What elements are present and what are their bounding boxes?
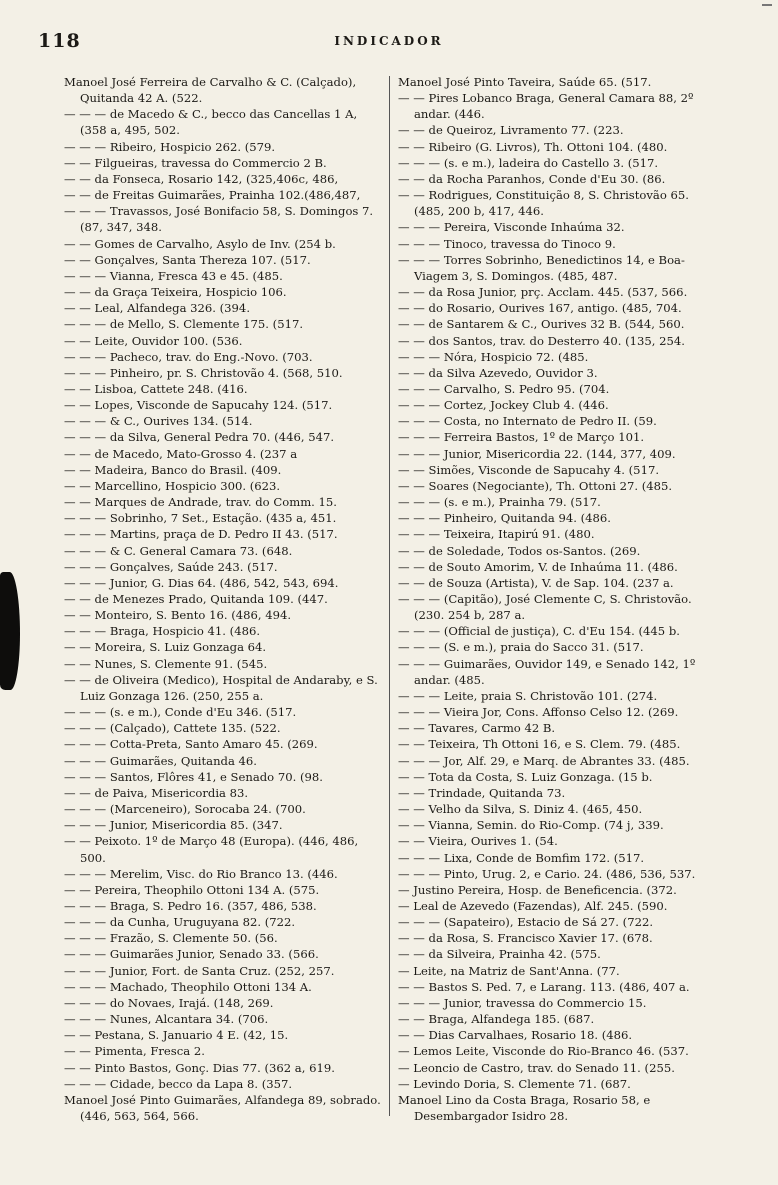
directory-entry: — — — Braga, S. Pedro 16. (357, 486, 538. <box>64 898 317 913</box>
directory-entry: — — Teixeira, Th Ottoni 16, e S. Clem. 79. (485. <box>398 737 681 752</box>
directory-entry: Manoel Lino da Costa Braga, Rosario 58, e Desembargador Isidro 28. <box>398 1092 651 1123</box>
directory-entry: — — Velho da Silva, S. Diniz 4. (465, 450. <box>398 802 643 817</box>
directory-entry: — — — Lixa, Conde de Bomfim 172. (517. <box>398 850 645 865</box>
directory-entry: — — — Pinheiro, Quitanda 94. (486. <box>398 511 611 526</box>
directory-entry: — Leite, na Matriz de Sant'Anna. (77. <box>398 963 620 978</box>
directory-entry: — — — Junior, Misericordia 22. (144, 377, 409. <box>398 446 676 461</box>
directory-entry: — — Ribeiro (G. Livros), Th. Ottoni 104. (480. <box>398 139 668 154</box>
directory-entry: — — — do Novaes, Irajá. (148, 269. <box>64 995 274 1010</box>
directory-entry: — — Pinto Bastos, Gonç. Dias 77. (362 a, 619. <box>64 1060 335 1075</box>
directory-entry: — — — Nunes, Alcantara 34. (706. <box>64 1012 269 1027</box>
directory-entry: — — — Braga, Hospicio 41. (486. <box>64 624 261 639</box>
directory-entry: — — Lisboa, Cattete 248. (416. <box>64 381 248 396</box>
column-divider <box>389 76 390 1116</box>
directory-entry: — Lemos Leite, Visconde do Rio-Branco 46. (537. <box>398 1044 689 1059</box>
directory-entry: — — — Costa, no Internato de Pedro II. (59. <box>398 414 657 429</box>
left-column <box>64 74 382 1134</box>
directory-entry: — — — Pinheiro, pr. S. Christovão 4. (568, 510. <box>64 365 343 380</box>
directory-entry: — — — Jor, Alf. 29, e Marq. de Abrantes 33. (485. <box>398 753 690 768</box>
directory-entry: — — — Vianna, Fresca 43 e 45. (485. <box>64 268 283 283</box>
directory-entry: — — — (Marceneiro), Sorocaba 24. (700. <box>64 802 306 817</box>
directory-entry: — — de Macedo, Mato-Grosso 4. (237 a <box>64 446 298 461</box>
directory-entry: — — — de Macedo & C., becco das Cancellas 1 A, (358 a, 495, 502. <box>64 107 358 138</box>
directory-entry: — — — Santos, Flôres 41, e Senado 70. (98. <box>64 769 323 784</box>
directory-entry: — — — Ribeiro, Hospicio 262. (579. <box>64 139 276 154</box>
directory-entry: — — — (s. e m.), Conde d'Eu 346. (517. <box>64 705 297 720</box>
directory-entry: — — — Nóra, Hospicio 72. (485. <box>398 349 589 364</box>
directory-entry: — — — da Cunha, Uruguyana 82. (722. <box>64 915 296 930</box>
directory-entry: — — — (S. e m.), praia do Sacco 31. (517. <box>398 640 644 655</box>
directory-entry: — — de Menezes Prado, Quitanda 109. (447. <box>64 592 328 606</box>
directory-entry: — — — & C. General Camara 73. (648. <box>64 543 293 558</box>
directory-entry: — — Dias Carvalhaes, Rosario 18. (486. <box>398 1028 633 1043</box>
directory-entry: — — Madeira, Banco do Brasil. (409. <box>64 462 282 477</box>
directory-entry: Manoel José Pinto Taveira, Saúde 65. (517. <box>398 75 652 89</box>
directory-entry: — — — Gonçalves, Saúde 243. (517. <box>64 559 278 574</box>
directory-entry: — — do Rosario, Ourives 167, antigo. (485, 704. <box>398 301 682 316</box>
directory-entry: — — Braga, Alfandega 185. (687. <box>398 1012 595 1027</box>
directory-entry: — — — Cidade, becco da Lapa 8. (357. <box>64 1076 293 1091</box>
directory-entry: — — de Souto Amorim, V. de Inhaúma 11. (486. <box>398 559 678 574</box>
directory-entry: — — Vieira, Ourives 1. (54. <box>398 834 558 849</box>
directory-entry: — — da Silva Azevedo, Ouvidor 3. <box>398 365 598 380</box>
directory-entry: — — Pires Lobanco Braga, General Camara 88, 2º andar. (446. <box>398 91 694 122</box>
directory-entry: — — de Freitas Guimarães, Prainha 102.(486,487, <box>64 188 361 203</box>
directory-entry: — — da Rocha Paranhos, Conde d'Eu 30. (86. <box>398 171 666 186</box>
right-column <box>398 74 716 1134</box>
directory-entry: — — — Pinto, Urug. 2, e Cario. 24. (486, 536, 537. <box>398 866 696 881</box>
directory-entry: — — Soares (Negociante), Th. Ottoni 27. (485. <box>398 478 673 493</box>
directory-entry: — — — Sobrinho, 7 Set., Estação. (435 a, 451. <box>64 511 337 526</box>
directory-entry: — — — Carvalho, S. Pedro 95. (704. <box>398 381 610 396</box>
directory-entry: — Leoncio de Castro, trav. do Senado 11. (255. <box>398 1060 675 1075</box>
directory-entry: — — — Guimarães, Ouvidor 149, e Senado 142, 1º andar. (485. <box>398 656 696 687</box>
directory-entry: — — — Ferreira Bastos, 1º de Março 101. <box>398 430 645 445</box>
directory-entry: — — — Junior, Fort. de Santa Cruz. (252, 257. <box>64 963 335 978</box>
directory-entry: — — Nunes, S. Clemente 91. (545. <box>64 656 268 671</box>
directory-entry: — — — Torres Sobrinho, Benedictinos 14, e Boa-Viagem 3, S. Domingos. (485, 487. <box>398 252 685 283</box>
directory-entry: — — Trindade, Quitanda 73. <box>398 785 566 800</box>
directory-entry: — — — Junior, Misericordia 85. (347. <box>64 818 283 833</box>
directory-entry: — — dos Santos, trav. do Desterro 40. (135, 254. <box>398 333 685 348</box>
directory-entry: — — Tota da Costa, S. Luiz Gonzaga. (15 b. <box>398 769 653 784</box>
directory-entry: — Justino Pereira, Hosp. de Beneficencia. (372. <box>398 882 677 897</box>
directory-entry: — — Peixoto. 1º de Março 48 (Europa). (446, 486, 500. <box>64 834 359 865</box>
directory-entry: Manoel José Pinto Guimarães, Alfandega 89, sobrado. (446, 563, 564, 566. <box>64 1092 381 1123</box>
directory-entry: — — Lopes, Visconde de Sapucahy 124. (517. <box>64 398 333 413</box>
page-header <box>0 26 778 56</box>
directory-entry: — — Leite, Ouvidor 100. (536. <box>64 333 243 348</box>
directory-entry: — — — (s. e m.), Prainha 79. (517. <box>398 495 601 510</box>
directory-entry: — — Bastos S. Ped. 7, e Larang. 113. (486, 407 a. <box>398 979 690 994</box>
directory-entry: — — Simões, Visconde de Sapucahy 4. (517. <box>398 462 660 477</box>
directory-entry: — — Gomes de Carvalho, Asylo de Inv. (254 b. <box>64 236 336 251</box>
directory-entry: — — — (s. e m.), ladeira do Castello 3. (517. <box>398 155 659 170</box>
directory-entry: — — — Pacheco, trav. do Eng.-Novo. (703. <box>64 349 313 364</box>
directory-entry: — — Pimenta, Fresca 2. <box>64 1044 205 1059</box>
directory-entry: — — — Junior, travessa do Commercio 15. <box>398 995 647 1010</box>
directory-entry: — — Leal, Alfandega 326. (394. <box>64 301 250 316</box>
directory-entry: — — — Junior, G. Dias 64. (486, 542, 543, 694. <box>64 575 339 590</box>
directory-entry: — — Gonçalves, Santa Thereza 107. (517. <box>64 252 311 267</box>
directory-entry: — — Filgueiras, travessa do Commercio 2 B. <box>64 155 327 170</box>
directory-entry: — — — Leite, praia S. Christovão 101. (274. <box>398 688 658 703</box>
directory-entry: — — — Martins, praça de D. Pedro II 43. (517. <box>64 527 338 542</box>
directory-entry: — — Moreira, S. Luiz Gonzaga 64. <box>64 640 267 655</box>
directory-entry: — — da Silveira, Prainha 42. (575. <box>398 947 601 962</box>
directory-entry: — — — (Official de justiça), C. d'Eu 154. (445 b. <box>398 624 680 639</box>
directory-entry: — — Rodrigues, Constituição 8, S. Christovão 65. (485, 200 b, 417, 446. <box>398 188 689 219</box>
directory-entry: — — — (Capitão), José Clemente C, S. Christovão. (230. 254 b, 287 a. <box>398 592 692 623</box>
directory-entry: — — de Soledade, Todos os-Santos. (269. <box>398 543 641 558</box>
directory-entry: — — — Pereira, Visconde Inhaúma 32. <box>398 220 625 235</box>
directory-entry: — — Marcellino, Hospicio 300. (623. <box>64 478 281 493</box>
directory-entry: — — de Santarem & C., Ourives 32 B. (544, 560. <box>398 317 685 332</box>
directory-entry: — — — Machado, Theophilo Ottoni 134 A. <box>64 979 312 994</box>
directory-entry: — — Tavares, Carmo 42 B. <box>398 721 556 736</box>
directory-entry: — — da Rosa, S. Francisco Xavier 17. (678. <box>398 931 653 946</box>
directory-entry: — — — (Sapateiro), Estacio de Sá 27. (722. <box>398 915 654 930</box>
directory-entry: — — — Cortez, Jockey Club 4. (446. <box>398 398 609 413</box>
directory-entry: — — Pestana, S. Januario 4 E. (42, 15. <box>64 1028 289 1043</box>
directory-entry: — — — Guimarães Junior, Senado 33. (566. <box>64 947 319 962</box>
directory-entry: — — — de Mello, S. Clemente 175. (517. <box>64 317 304 332</box>
directory-entry: — — — (Calçado), Cattete 135. (522. <box>64 721 281 736</box>
directory-entry: — — — Cotta-Preta, Santo Amaro 45. (269. <box>64 737 318 752</box>
directory-entry: — — — Guimarães, Quitanda 46. <box>64 753 257 768</box>
directory-entry: — — da Fonseca, Rosario 142, (325,406c, 486, <box>64 171 339 186</box>
directory-entry: — — — da Silva, General Pedra 70. (446, 547. <box>64 430 335 445</box>
directory-entry: — — — Tinoco, travessa do Tinoco 9. <box>398 236 616 251</box>
ink-blot <box>0 572 20 690</box>
directory-entry: — — da Graça Teixeira, Hospicio 106. <box>64 285 287 300</box>
directory-entry: — — de Souza (Artista), V. de Sap. 104. (237 a. <box>398 575 674 590</box>
directory-entry: — — de Paiva, Misericordia 83. <box>64 785 249 800</box>
directory-entry: — — Marques de Andrade, trav. do Comm. 15. <box>64 495 337 510</box>
directory-entry: — — — Vieira Jor, Cons. Affonso Celso 12. (269. <box>398 705 679 720</box>
directory-entry: — — da Rosa Junior, prç. Acclam. 445. (537, 566. <box>398 285 688 300</box>
directory-entry: — — Monteiro, S. Bento 16. (486, 494. <box>64 608 292 623</box>
directory-entry: — — — Travassos, José Bonifacio 58, S. Domingos 7. (87, 347, 348. <box>64 204 374 235</box>
page-number: 118 <box>38 30 81 52</box>
directory-entry: — — de Oliveira (Medico), Hospital de Andaraby, e S. Luiz Gonzaga 126. (250, 255 a. <box>64 672 378 703</box>
directory-entry: — — — Teixeira, Itapirú 91. (480. <box>398 527 595 542</box>
directory-entry: — — — & C., Ourives 134. (514. <box>64 414 253 429</box>
directory-entry: — Levindo Doria, S. Clemente 71. (687. <box>398 1076 631 1091</box>
directory-entry: — — de Queiroz, Livramento 77. (223. <box>398 123 624 138</box>
directory-entry: — — — Merelim, Visc. do Rio Branco 13. (446. <box>64 866 338 881</box>
directory-entry: Manoel José Ferreira de Carvalho & C. (Calçado), Quitanda 42 A. (522. <box>64 75 357 106</box>
directory-entry: — Leal de Azevedo (Fazendas), Alf. 245. (590. <box>398 898 668 913</box>
running-head: INDICADOR <box>334 34 444 48</box>
directory-entry: — — Vianna, Semin. do Rio-Comp. (74 j, 339. <box>398 818 664 833</box>
page-edge-mark <box>762 4 772 6</box>
directory-entry: — — Pereira, Theophilo Ottoni 134 A. (575. <box>64 882 320 897</box>
directory-entry: — — — Frazão, S. Clemente 50. (56. <box>64 931 278 946</box>
